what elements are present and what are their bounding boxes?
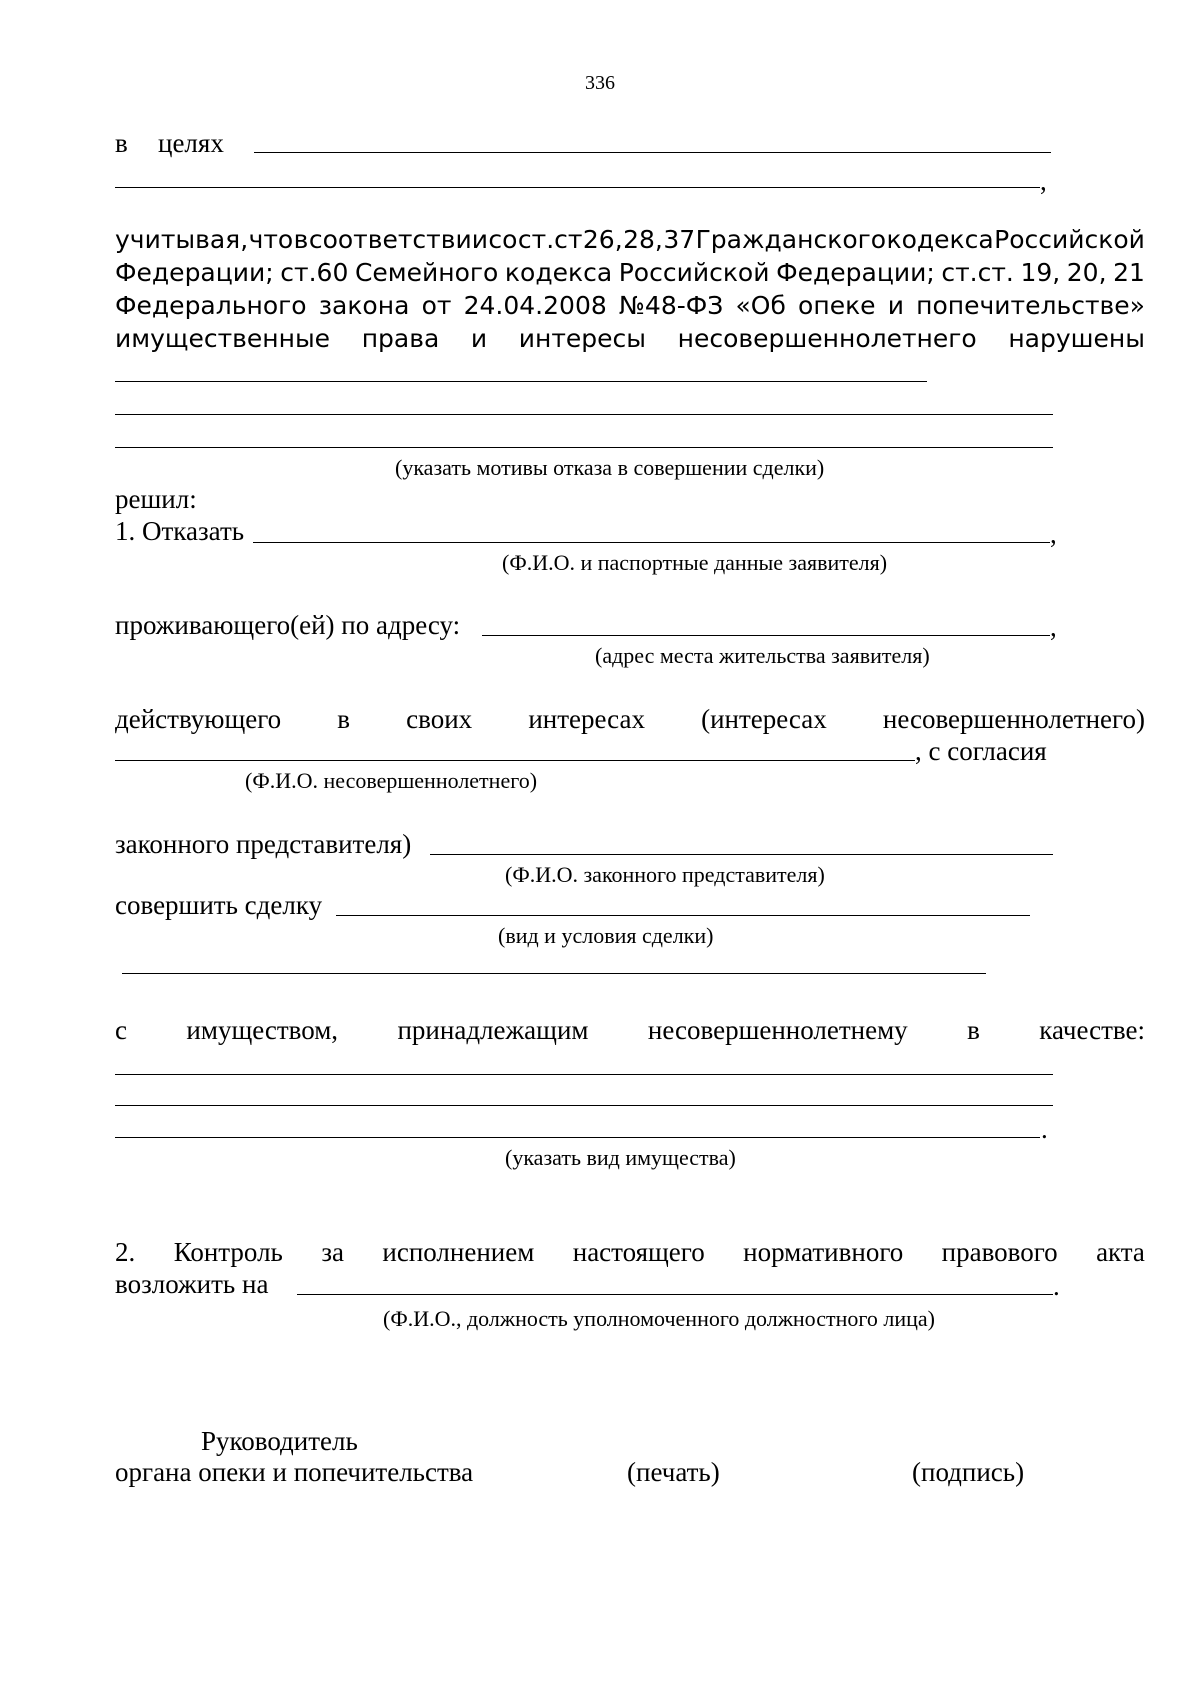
- applicant-comma: ,: [1050, 519, 1057, 549]
- considering-row-4: имущественные права и интересы несовершеннолетнего нарушены: [115, 324, 1145, 353]
- minor-hint: (Ф.И.О. несовершеннолетнего): [245, 768, 538, 793]
- purpose-word-1: в: [115, 128, 128, 158]
- considering-row-1: учитывая, что в соответствии со ст.ст 26, 28, 37 Гражданского кодекса Российской: [115, 225, 1145, 254]
- applicant-blank[interactable]: [253, 542, 1050, 543]
- deal-blank[interactable]: [336, 915, 1030, 916]
- considering-paragraph: [115, 223, 1145, 355]
- considering-row-2: Федерации; ст.60 Семейного кодекса Российской Федерации; ст.ст. 19, 20, 21: [115, 258, 1145, 287]
- considering-row-3: Федерального закона от 24.04.2008 №48-ФЗ «Об опеке и попечительстве»: [115, 291, 1145, 320]
- signature-placeholder: (подпись): [912, 1457, 1025, 1487]
- purpose-blank-2[interactable]: [115, 187, 1040, 188]
- head-title: Руководитель: [201, 1426, 358, 1456]
- control-row: 2. Контроль за исполнением настоящего нормативного правового акта: [115, 1237, 1145, 1267]
- deal-label: совершить сделку: [115, 890, 323, 920]
- address-comma: ,: [1050, 612, 1057, 642]
- property-blank-1[interactable]: [115, 1074, 1053, 1075]
- reason-blank-2[interactable]: [115, 414, 1053, 415]
- purpose-word-2: целях: [158, 128, 224, 158]
- purpose-comma: ,: [1040, 166, 1047, 196]
- property-blank-2[interactable]: [115, 1105, 1053, 1106]
- minor-blank[interactable]: [115, 760, 915, 761]
- address-blank[interactable]: [482, 635, 1050, 636]
- refuse-label: 1. Отказать: [115, 516, 245, 546]
- reason-hint: (указать мотивы отказа в совершении сделки): [395, 455, 825, 480]
- consent-label: , с согласия: [915, 736, 1047, 766]
- property-period: .: [1041, 1114, 1048, 1144]
- reason-blank-3[interactable]: [115, 447, 1053, 448]
- stamp-placeholder: (печать): [627, 1457, 720, 1487]
- deal-hint: (вид и условия сделки): [498, 923, 714, 948]
- decided-label: решил:: [115, 484, 197, 514]
- representative-blank[interactable]: [430, 854, 1053, 855]
- applicant-hint: (Ф.И.О. и паспортные данные заявителя): [502, 550, 888, 575]
- acting-row: действующего в своих интересах (интересах несовершеннолетнего): [115, 704, 1145, 734]
- representative-hint: (Ф.И.О. законного представителя): [505, 862, 825, 887]
- reason-blank-1[interactable]: [115, 381, 927, 382]
- official-hint: (Ф.И.О., должность уполномоченного должностного лица): [383, 1306, 935, 1331]
- deal-blank-2[interactable]: [122, 973, 986, 974]
- property-row: с имуществом, принадлежащим несовершеннолетнему в качестве:: [115, 1015, 1145, 1045]
- property-blank-3[interactable]: [115, 1137, 1040, 1138]
- address-label: проживающего(ей) по адресу:: [115, 610, 461, 640]
- address-hint: (адрес места жительства заявителя): [595, 643, 930, 668]
- page-number: 336: [585, 72, 615, 94]
- purpose-blank-1[interactable]: [254, 152, 1051, 153]
- representative-label: законного представителя): [115, 829, 412, 859]
- property-hint: (указать вид имущества): [505, 1145, 736, 1170]
- assign-label: возложить на: [115, 1269, 269, 1299]
- authority-name: органа опеки и попечительства: [115, 1457, 474, 1487]
- assign-period: .: [1053, 1271, 1060, 1301]
- official-blank[interactable]: [297, 1294, 1053, 1295]
